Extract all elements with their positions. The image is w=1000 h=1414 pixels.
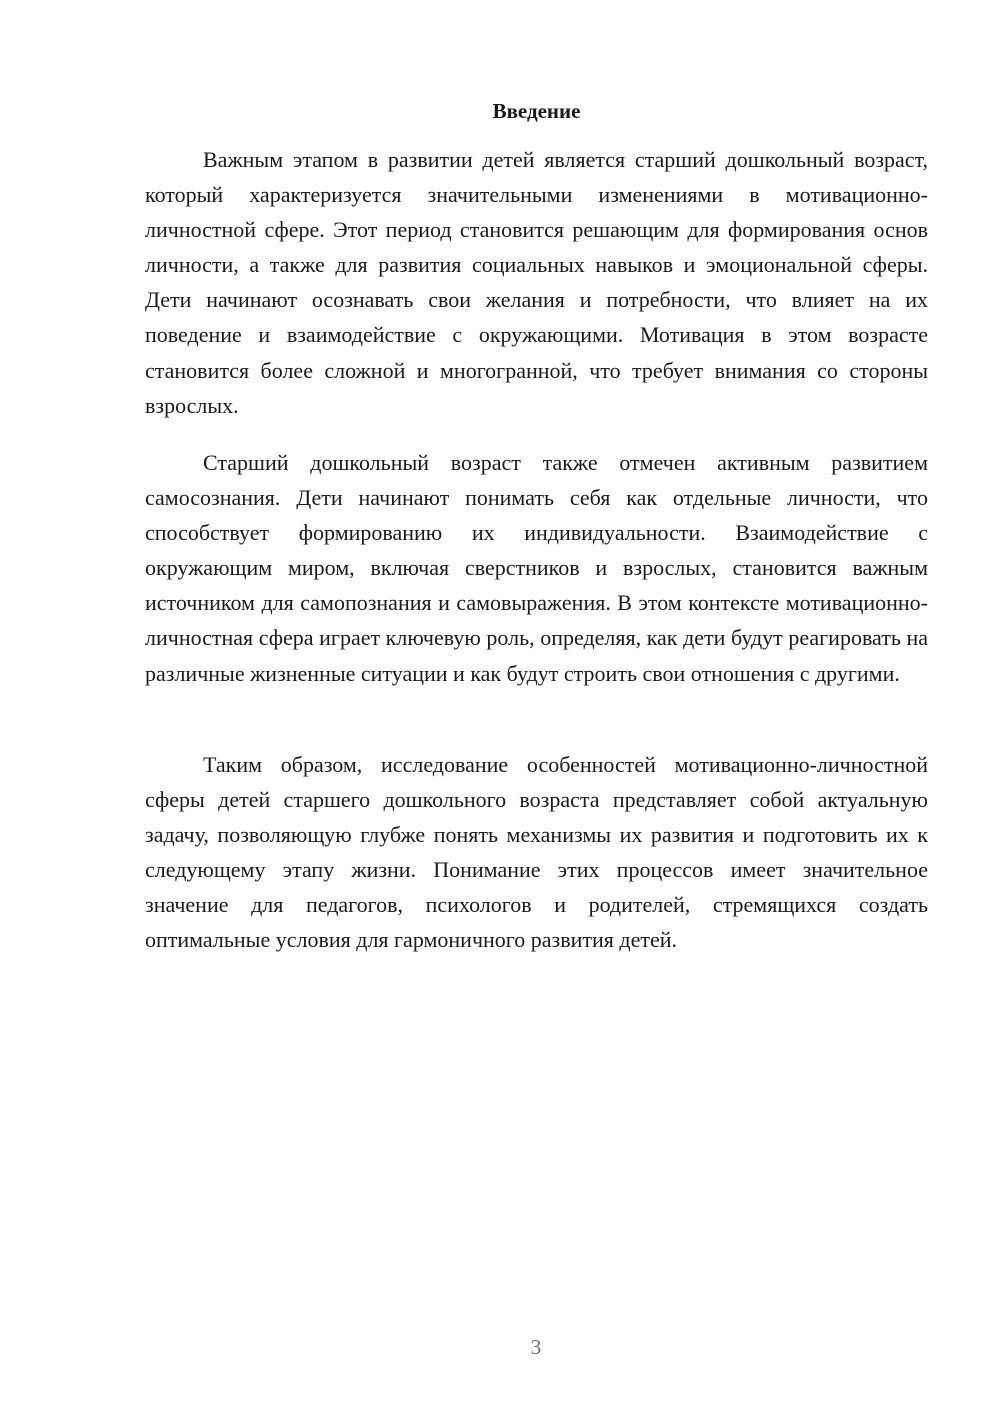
paragraph-2: Старший дошкольный возраст также отмечен активным развитием самосознания. Дети начинают понимать себя как отдельные личности, что способствует формированию их индивидуальности. Взаимодействие с окружающим миром, включая сверстников и взрослых, становится важным источником для самопознания и самовыражения. В этом контексте мотивационно-личностная сфера играет ключевую роль, определяя, как дети будут реагировать на различные жизненные ситуации и как будут строить свои отношения с другими. bbox=[145, 450, 928, 686]
page-number: 3 bbox=[530, 1335, 542, 1359]
section-heading: Введение bbox=[492, 99, 581, 123]
paragraph-3: Таким образом, исследование особенностей мотивационно-личностной сферы детей старшего дошкольного возраста представляет собой актуальную задачу, позволяющую глубже понять механизмы их развития и подготовить их к следующему этапу жизни. Понимание этих процессов имеет значительное значение для педагогов, психологов и родителей, стремящихся создать оптимальные условия для гармоничного развития детей. bbox=[145, 752, 928, 953]
paragraph-1: Важным этапом в развитии детей является старший дошкольный возраст, который характеризуется значительными изменениями в мотивационно-личностной сфере. Этот период становится решающим для формирования основ личности, а также для развития социальных навыков и эмоциональной сферы. Дети начинают осознавать свои желания и потребности, что влияет на их поведение и взаимодействие с окружающими. Мотивация в этом возрасте становится более сложной и многогранной, что требует внимания со стороны взрослых. bbox=[145, 147, 928, 418]
